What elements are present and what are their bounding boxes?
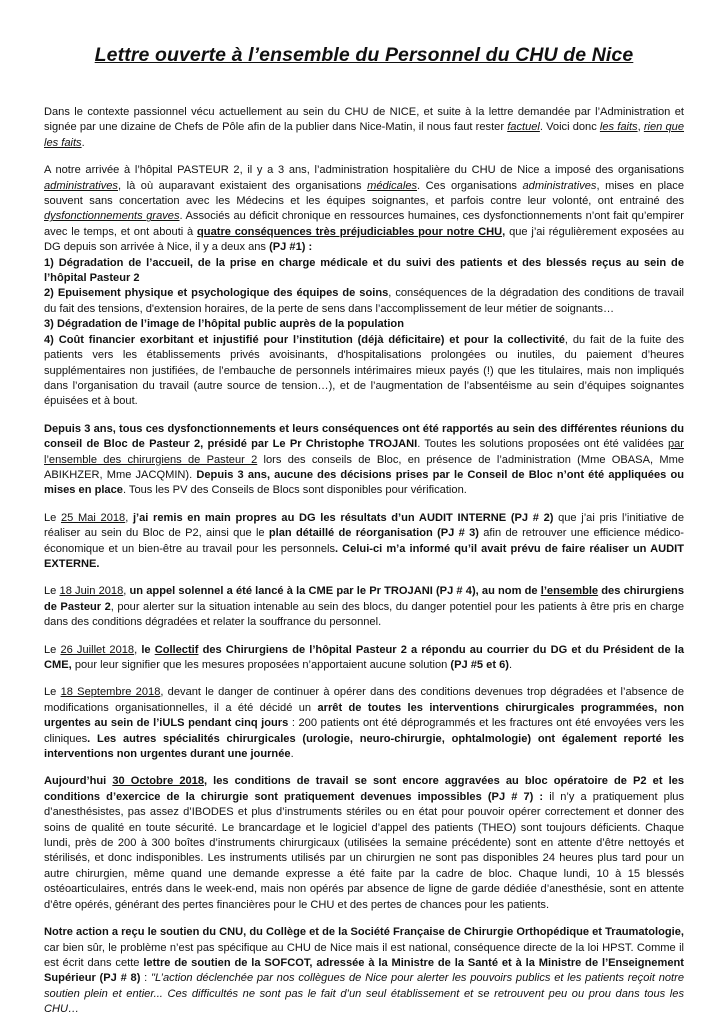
paragraph-arret: Le 18 Septembre 2018, devant le danger de continuer à opérer dans des conditions devenues trop dégradées et l’absence de modifications organisationnelles, il a été décidé un arrêt de toutes les interventions chirurgicales programmées, non urgentes au sein de l’iULS pendant cinq jours : 200 patients ont été déprogrammés et les fractures ont été envoyées vers les cliniques. Les autres spécialités chirurgicales (urologie, neuro-chirurgie, ophtalmologie) ont également reporté les interventions non urgentes durant une journée. [44,686,685,761]
paragraph-audit: Le 25 Mai 2018, j’ai remis en main propres au DG les résultats d’un AUDIT INTERNE (PJ # 2) que j’ai pris l’initiative de réaliser au sein du Bloc de P2, ainsi que le plan détaillé de réorganisation (PJ # 3) afin de retrouver une efficience médico-économique et un bien-être au travail pour les personnels. Celui-ci m’a informé qu’il avait prévu de faire réaliser un AUDIT EXTERNE. [44,511,685,570]
consequence-list: 1) Dégradation de l’accueil, de la prise en charge médicale et du suivi des patients et des blessés reçus au sein de l’hôpital Pasteur 2 2) Epuisement physique et psychologique des équipes de soins, conséquences de la dégradation des conditions de travail du fait des tensions, d'extension horaires, de la perte de sens dans l’accomplissement de leur métier de soignants… 3) Dégradation de l’image de l’hôpital public auprès de la population 4) Coût financier exorbitant et injustifié pour l’institution (déjà déficitaire) et pour la collectivité, du fait de la fuite des patients vers les établissements privés avoisinants, d'hospitalisations prolongées ou inutiles, du paiement d’heures supplémentaires non justifiées, de l’embauche de personnels intérimaires mieux payés (!) que les titulaires, mais non impliqués dans l’organisation du travail (autre source de tension…), et de l’augmentation de l’absentéisme au sein d’équipes soignantes épuisées et à bout. [44,256,684,408]
letter-title: Lettre ouverte à l’ensemble du Personnel du CHU de Nice [94,44,634,66]
paragraph-conseil-bloc: Depuis 3 ans, tous ces dysfonctionnements et leurs conséquences ont été rapportés au sein des différentes réunions du conseil de Bloc de Pasteur 2, présidé par Le Pr Christophe TROJANI. Toutes les solutions proposées ont été validées par l’ensemble des chirurgiens de Pasteur 2 lors des conseils de Bloc, en présence de l’administration (Mme OBASA, Mme ABIKHZER, Mme JACQMIN). Depuis 3 ans, aucune des décisions prises par le Conseil de Bloc n’ont été appliquées ou mises en place. Tous les PV des Conseils de Blocs sont disponibles pour vérification. [44,422,684,497]
paragraph-intro: Dans le contexte passionnel vécu actuellement au sein du CHU de NICE, et suite à la lettre demandée par l’Administration et signée par une dizaine de Chefs de Pôle afin de la publier dans Nice-Matin, il nous faut rester factuel. Voici donc les faits, rien que les faits. [44,106,685,149]
paragraph-collectif: Le 26 Juillet 2018, le Collectif des Chirurgiens de l’hôpital Pasteur 2 a répondu au courrier du DG et du Président de la CME, pour leur signifier que les mesures proposées n’apportaient aucune solution (PJ #5 et 6). [44,643,684,671]
paragraph-aujourdhui: Aujourd’hui 30 Octobre 2018, les conditions de travail se sont encore aggravées au bloc opératoire de P2 et les conditions d’exercice de la chirurgie sont pratiquement devenues impossibles (PJ # 7) : il n’y a pratiquement plus d’anesthésistes, pas assez d’IBODES et plus d’instruments stériles ou en état pour pouvoir opérer correctement et donner des soins de qualité en toute sécurité. Le brancardage et le logiciel d’appel des patients (THEO) sont toujours déficients. Chaque lundi, près de 200 à 300 boîtes d’instruments chirurgicaux (utilisées la semaine précédente) sont en attente d’être nettoyés et stérilisés, et donc indisponibles. Les instruments utilisés par un chirurgien ne sont pas disponibles 24 heures plus tard pour un autre chirurgien, même quand une demande expresse a été faite par la cadre de bloc. Chaque lundi, 10 à 15 blessés ostéoarticulaires, entrés dans le week-end, mais non opérés par absence de ligne de garde dédiée d’anesthésie, sont en attente d’être opérés, générant des pertes financières pour le CHU et des pertes de chances pour les patients. [44,775,685,911]
paragraph-appel-cme: Le 18 Juin 2018, un appel solennel a été lancé à la CME par le Pr TROJANI (PJ # 4), au nom de l’ensemble des chirurgiens de Pasteur 2, pour alerter sur la situation intenable au sein des blocs, du danger potentiel pour les patients à être pris en charge dans des conditions dégradées et relater la souffrance du personnel. [44,585,684,629]
paragraph-context: A notre arrivée à l’hôpital PASTEUR 2, il y a 3 ans, l’administration hospitalière du CHU de Nice a imposé des organisations administratives, là où auparavant existaient des organisations médicales. Ces organisations administratives, mises en place souvent sans concertation avec les Médecins et les équipes soignantes, et parfois contre leur volonté, ont entrainé des dysfonctionnements graves. Associés au déficit chronique en ressources humaines, ces dysfonctionnements n’ont fait qu’empirer avec le temps, et ont abouti à quatre conséquences très préjudiciables pour notre CHU, que j’ai régulièrement exposées au DG depuis son arrivée à Nice, il y a deux ans (PJ #1) : [44,164,685,254]
paragraph-soutien: Notre action a reçu le soutien du CNU, du Collège et de la Société Française de Chirurgie Orthopédique et Traumatologie, car bien sûr, le problème n’est pas spécifique au CHU de Nice mais il est national, conséquence directe de la loi HPST. Comme il est écrit dans cette lettre de soutien de la SOFCOT, adressée à la Ministre de la Santé et à la Ministre de l’Enseignement Supérieur (PJ # 8) : "L’action déclenchée par nos collègues de Nice pour alerter les pouvoirs publics et les patients reçoit notre soutien plein et entier... Ces difficultés ne sont pas le fait d’un seul établissement et se retrouvent peu ou prou dans tous les CHU… [44,926,684,1016]
